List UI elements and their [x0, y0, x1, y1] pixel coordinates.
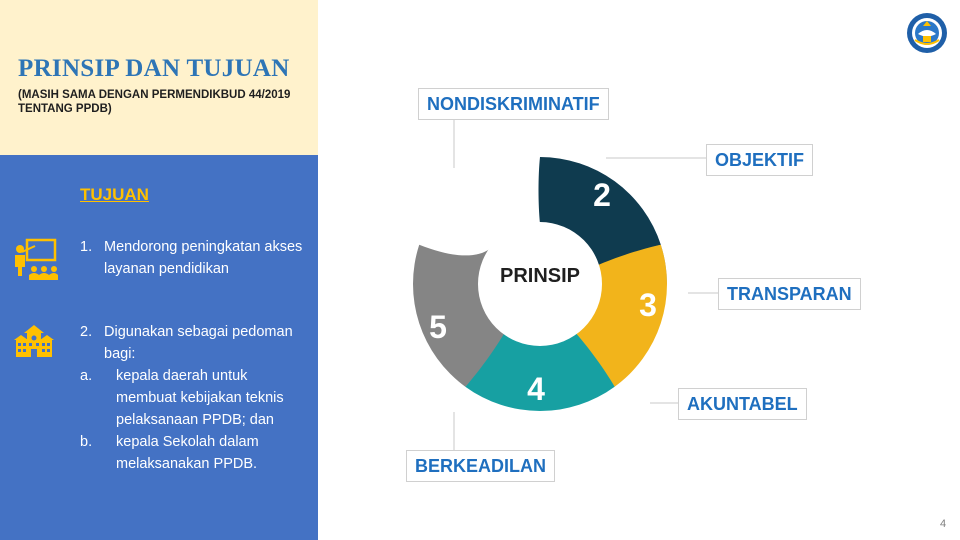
label-nondiskriminatif: NONDISKRIMINATIF — [418, 88, 609, 120]
label-transparan: TRANSPARAN — [718, 278, 861, 310]
tujuan-subitem-a-letter: a. — [80, 368, 93, 384]
tujuan-heading: TUJUAN — [80, 185, 149, 204]
page-title: PRINSIP DAN TUJUAN — [18, 55, 290, 82]
label-akuntabel: AKUNTABEL — [678, 388, 807, 420]
tujuan-item-2-number: 2. — [80, 324, 93, 340]
tujuan-subitem-b-text: kepala Sekolah dalam melaksanakan PPDB. — [116, 434, 259, 472]
segment-3-number: 3 — [639, 287, 657, 323]
tujuan-item-2-text: Digunakan sebagai pedoman bagi: — [104, 324, 293, 362]
label-objektif: OBJEKTIF — [706, 144, 813, 176]
segment-5-number: 5 — [429, 309, 447, 345]
tujuan-item-1-text: Mendorong peningkatan akses layanan pendidikan — [104, 239, 303, 277]
prinsip-cycle-diagram — [380, 120, 700, 440]
segment-2-number: 2 — [593, 177, 611, 213]
tujuan-item-1-number: 1. — [80, 239, 93, 255]
segment-4-number: 4 — [527, 371, 545, 407]
page-subtitle: (MASIH SAMA DENGAN PERMENDIKBUD 44/2019 TENTANG PPDB) — [18, 89, 291, 115]
tujuan-subitem-b-letter: b. — [80, 434, 93, 450]
tujuan-subitem-a-text: kepala daerah untuk membuat kebijakan teknis pelaksanaan PPDB; dan — [116, 368, 284, 428]
segment-1-number: 1 — [461, 185, 479, 221]
prinsip-center-label: PRINSIP — [499, 265, 581, 287]
label-berkeadilan: BERKEADILAN — [406, 450, 555, 482]
page-number: 4 — [940, 518, 947, 530]
